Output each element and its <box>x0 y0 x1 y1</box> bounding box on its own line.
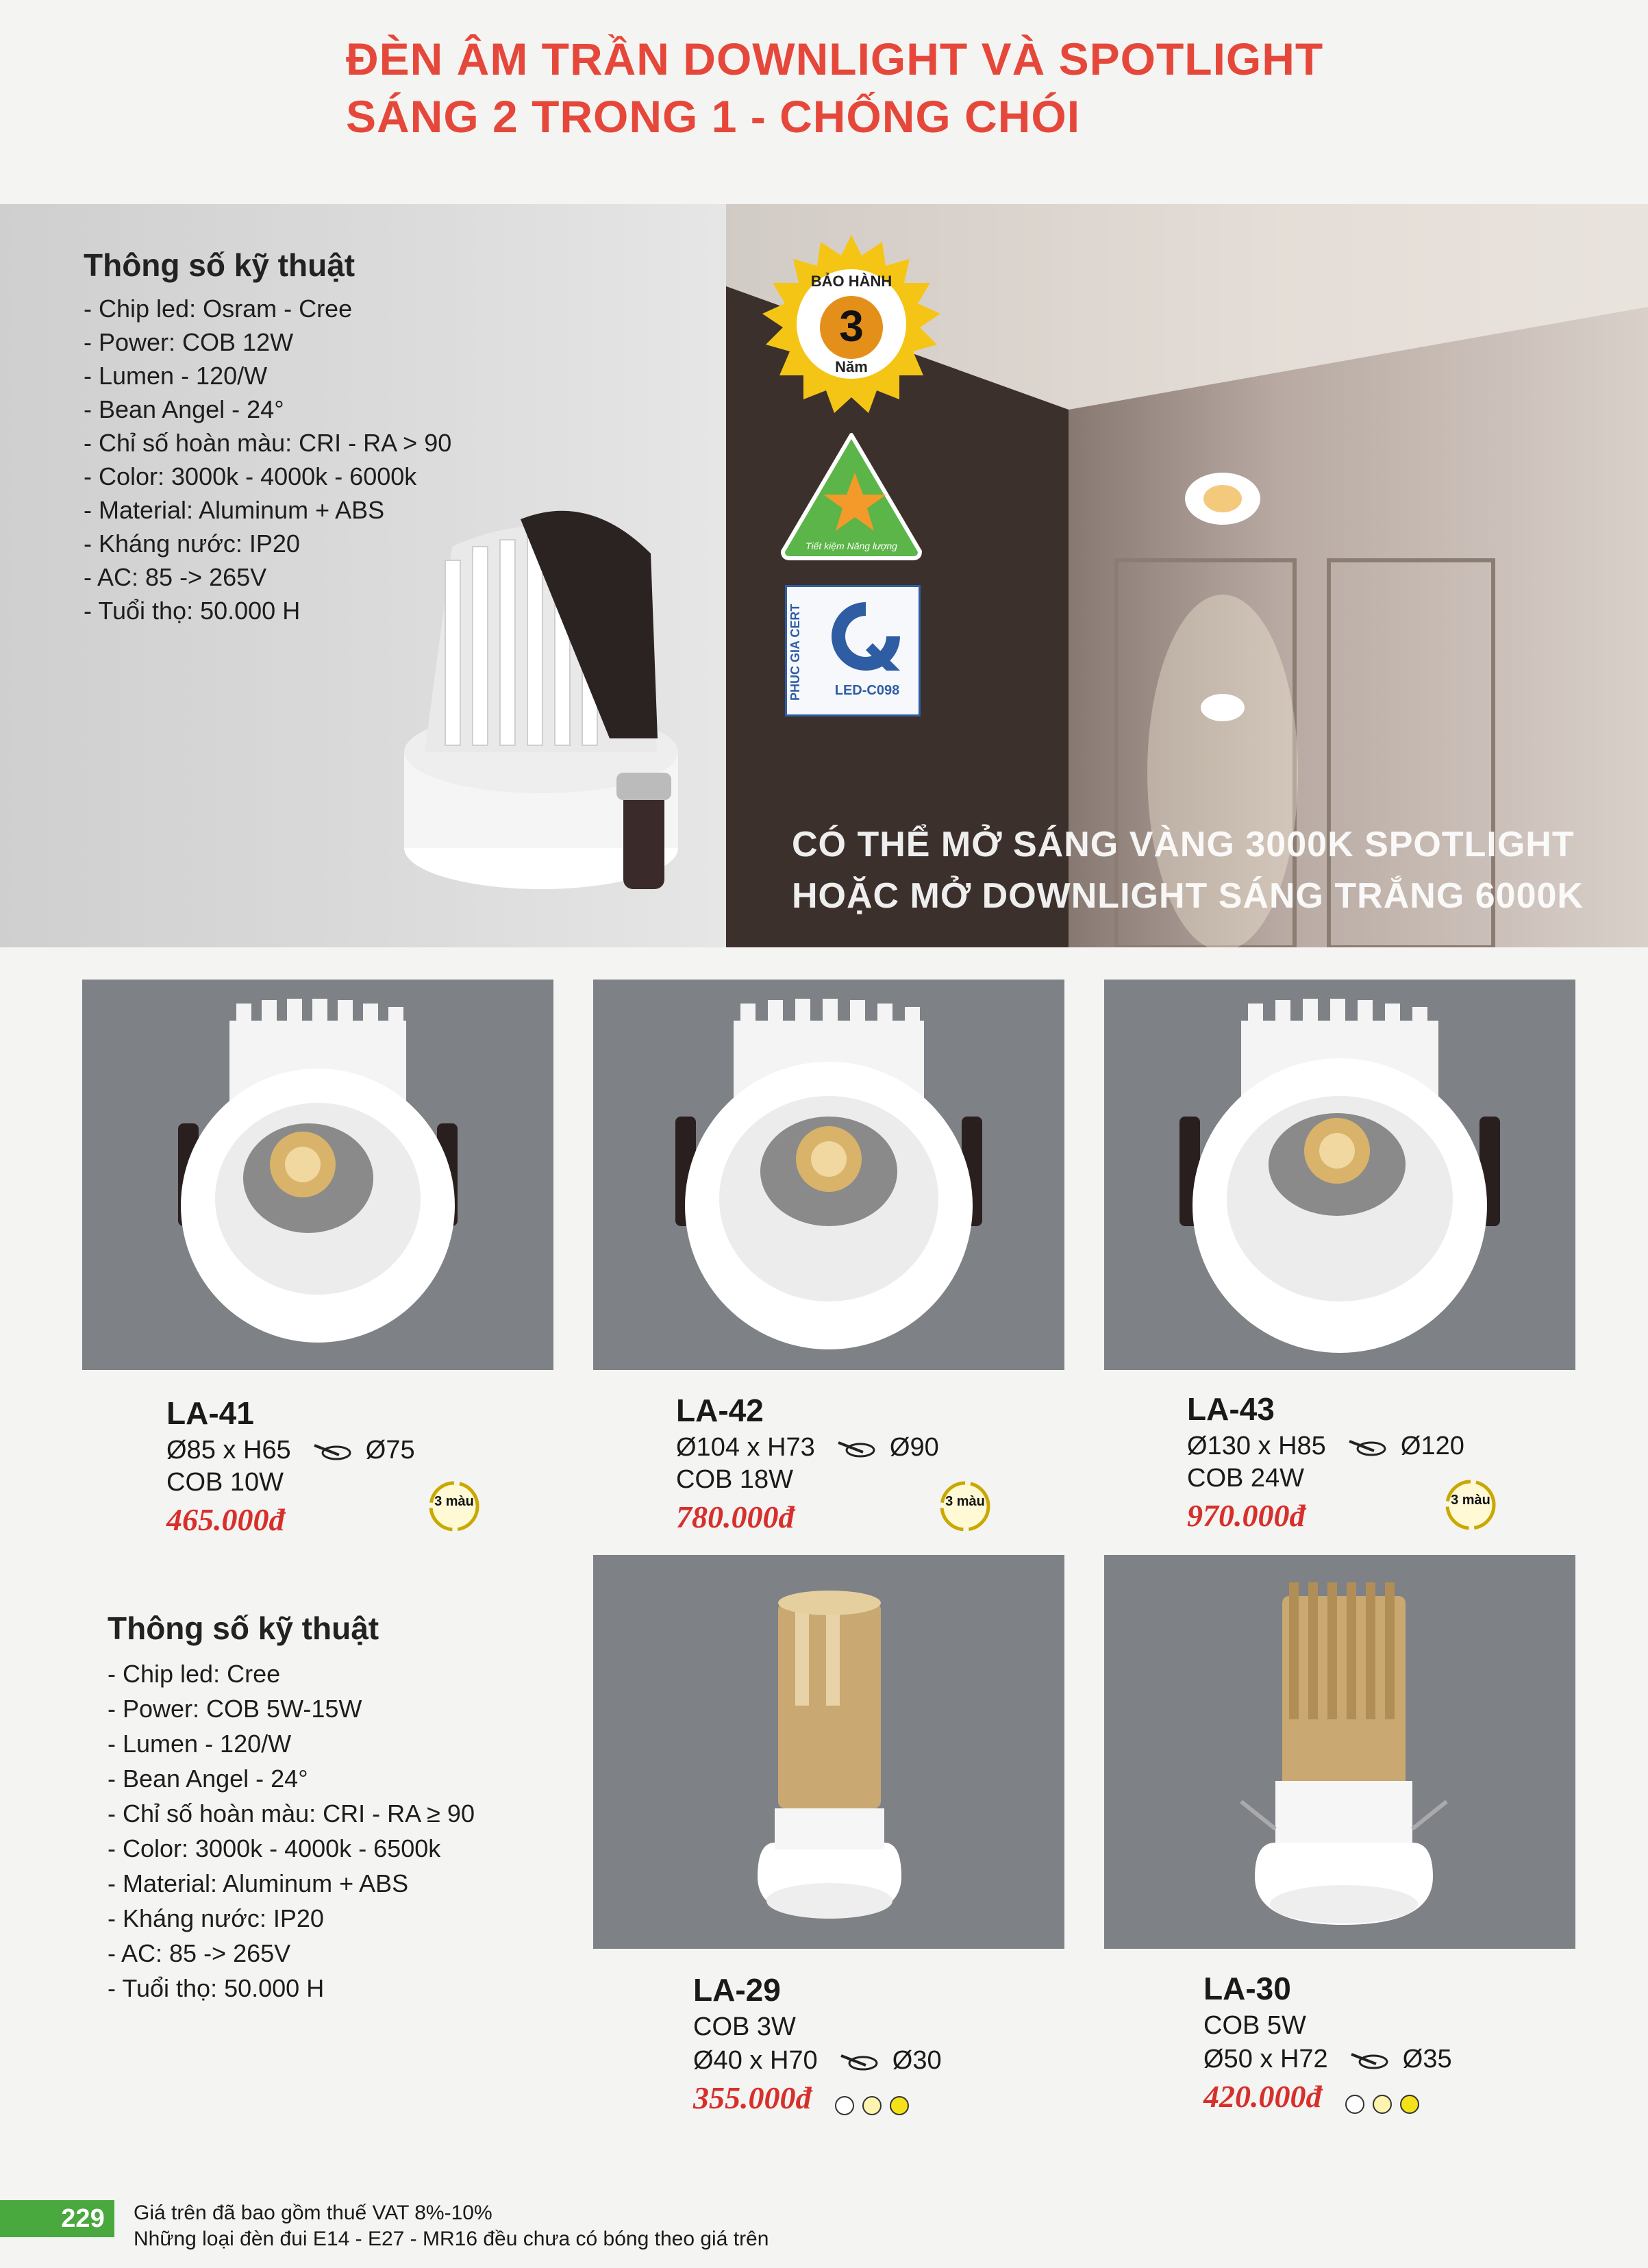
product-cut-size: Ø90 <box>889 1433 939 1462</box>
downlight-icon <box>593 980 1064 1370</box>
product-image-la42 <box>593 980 1064 1370</box>
footer-note-bulbs: Những loại đèn đui E14 - E27 - MR16 đều chưa có bóng theo giá trên <box>134 2228 769 2250</box>
hero-caption-line1: CÓ THỂ MỞ SÁNG VÀNG 3000K SPOTLIGHT <box>792 825 1575 864</box>
spec-item: - Bean Angel - 24° <box>108 1765 308 1793</box>
color-dot-neutral <box>1373 2095 1392 2114</box>
cert-badge <box>785 585 921 716</box>
product-power: COB 10W <box>166 1468 284 1497</box>
color-dot-white <box>835 2096 854 2115</box>
cut-hole-icon <box>1349 2050 1390 2071</box>
spec-title: Thông số kỹ thuật <box>84 247 355 283</box>
product-model: LA-43 <box>1187 1391 1275 1427</box>
three-color-label: 3 màu <box>945 1494 985 1509</box>
product-image-la30 <box>1104 1555 1575 1949</box>
spec-item: - Power: COB 12W <box>84 328 294 356</box>
cert-side-text: PHUC GIA CERT <box>788 603 802 701</box>
product-price: 420.000đ <box>1203 2079 1322 2114</box>
product-la41 <box>166 1395 415 1538</box>
spec-item: - Lumen - 120/W <box>108 1730 292 1758</box>
product-cut-size: Ø120 <box>1400 1432 1464 1460</box>
product-model: LA-29 <box>693 1972 781 2008</box>
product-la30 <box>1203 1970 1452 2115</box>
spec-item: - Power: COB 5W-15W <box>108 1695 362 1723</box>
footer-note-vat: Giá trên đã bao gồm thuế VAT 8%-10% <box>134 2202 492 2224</box>
warranty-badge <box>759 232 944 416</box>
product-dimensions-row <box>166 1436 415 1465</box>
product-dimensions-row <box>1187 1432 1464 1461</box>
product-power: COB 3W <box>693 2012 796 2041</box>
product-cut-size: Ø30 <box>892 2046 942 2075</box>
three-color-label: 3 màu <box>1451 1493 1490 1508</box>
product-la43 <box>1187 1391 1464 1534</box>
product-size: Ø40 x H70 <box>693 2046 818 2075</box>
cut-hole-icon <box>312 1441 353 1462</box>
spec-item: - Bean Angel - 24° <box>84 395 284 423</box>
product-dimensions-row <box>1203 2045 1452 2074</box>
product-price: 355.000đ <box>693 2080 812 2115</box>
product-dimensions-row <box>676 1433 939 1462</box>
spec-item: - Color: 3000k - 4000k - 6500k <box>108 1834 441 1862</box>
spec-item: - AC: 85 -> 265V <box>108 1939 291 1967</box>
hero-room-photo <box>726 204 1648 947</box>
product-image-la29 <box>593 1555 1064 1949</box>
color-dot-neutral <box>862 2096 882 2115</box>
energy-saving-badge <box>779 432 923 562</box>
product-model: LA-30 <box>1203 1971 1291 2006</box>
spec-item: - Tuổi thọ: 50.000 H <box>84 597 301 625</box>
hero-spec-panel <box>0 204 726 947</box>
footer-green-band <box>0 2200 51 2237</box>
hero-caption-line2: HOẶC MỞ DOWNLIGHT SÁNG TRẮNG 6000K <box>792 876 1584 916</box>
product-power: COB 18W <box>676 1465 794 1494</box>
spec-item: - Material: Aluminum + ABS <box>84 496 385 524</box>
product-image-la43 <box>1104 980 1575 1370</box>
product-dimensions-row <box>693 2046 942 2076</box>
product-la42 <box>676 1392 939 1535</box>
color-dot-warm <box>890 2096 909 2115</box>
three-color-label: 3 màu <box>434 1494 474 1509</box>
downlight-icon <box>1104 980 1575 1370</box>
product-power: COB 24W <box>1187 1464 1305 1493</box>
product-image-la41 <box>82 980 553 1370</box>
downlight-icon <box>82 980 553 1370</box>
energy-badge-text: Tiết kiệm Năng lượng <box>806 540 897 551</box>
product-la29 <box>693 1971 942 2116</box>
color-dot-warm <box>1400 2095 1419 2114</box>
warranty-top-text: BẢO HÀNH <box>810 273 892 290</box>
spec-item: - Material: Aluminum + ABS <box>108 1869 409 1897</box>
color-dot-white <box>1345 2095 1364 2114</box>
warranty-bottom-text: Năm <box>835 358 868 375</box>
page-number: 229 <box>51 2200 114 2237</box>
cert-q-icon <box>825 595 907 677</box>
color-options <box>1345 2095 1427 2114</box>
spec-item: - Chỉ số hoàn màu: CRI - RA ≥ 90 <box>108 1799 475 1828</box>
spec-item: - Chip led: Cree <box>108 1660 281 1688</box>
spec-item: - Chỉ số hoàn màu: CRI - RA > 90 <box>84 429 452 457</box>
spec-item: - Tuổi thọ: 50.000 H <box>108 1974 325 2002</box>
three-color-icon <box>1443 1477 1499 1533</box>
product-size: Ø104 x H73 <box>676 1433 815 1462</box>
product-size: Ø50 x H72 <box>1203 2045 1328 2073</box>
product-price: 780.000đ <box>676 1499 795 1534</box>
spec-item: - Color: 3000k - 4000k - 6000k <box>84 462 417 490</box>
spec-item: - Chip led: Osram - Cree <box>84 295 353 323</box>
product-power: COB 5W <box>1203 2011 1306 2040</box>
warranty-number: 3 <box>839 301 864 351</box>
hero-downlight-image <box>370 464 712 903</box>
product-model: LA-41 <box>166 1395 254 1431</box>
spotlight-icon <box>593 1555 1064 1949</box>
spec-item: - Kháng nước: IP20 <box>108 1904 324 1932</box>
product-size: Ø85 x H65 <box>166 1436 291 1465</box>
page-title-line2: SÁNG 2 TRONG 1 - CHỐNG CHÓI <box>346 91 1081 142</box>
spec-item: - AC: 85 -> 265V <box>84 563 267 591</box>
product-price: 970.000đ <box>1187 1498 1306 1533</box>
page-title-line1: ĐÈN ÂM TRẦN DOWNLIGHT VÀ SPOTLIGHT <box>346 34 1324 84</box>
cert-code: LED-C098 <box>834 683 900 698</box>
price-row <box>1203 2078 1452 2115</box>
product-cut-size: Ø35 <box>1402 2045 1452 2073</box>
spec2-title: Thông số kỹ thuật <box>108 1610 379 1646</box>
three-color-icon <box>426 1478 482 1534</box>
color-options <box>835 2096 917 2115</box>
spec-item: - Kháng nước: IP20 <box>84 529 300 558</box>
product-price: 465.000đ <box>166 1502 285 1537</box>
cut-hole-icon <box>836 1438 877 1459</box>
product-cut-size: Ø75 <box>365 1436 415 1465</box>
product-model: LA-42 <box>676 1393 764 1428</box>
cut-hole-icon <box>1347 1437 1388 1458</box>
price-row <box>693 2080 942 2116</box>
three-color-icon <box>937 1478 993 1534</box>
spec2-list <box>108 1656 475 2006</box>
spec-item: - Lumen - 120/W <box>84 362 268 390</box>
product-size: Ø130 x H85 <box>1187 1432 1326 1460</box>
cut-hole-icon <box>838 2052 879 2072</box>
spotlight-icon <box>1104 1555 1575 1949</box>
